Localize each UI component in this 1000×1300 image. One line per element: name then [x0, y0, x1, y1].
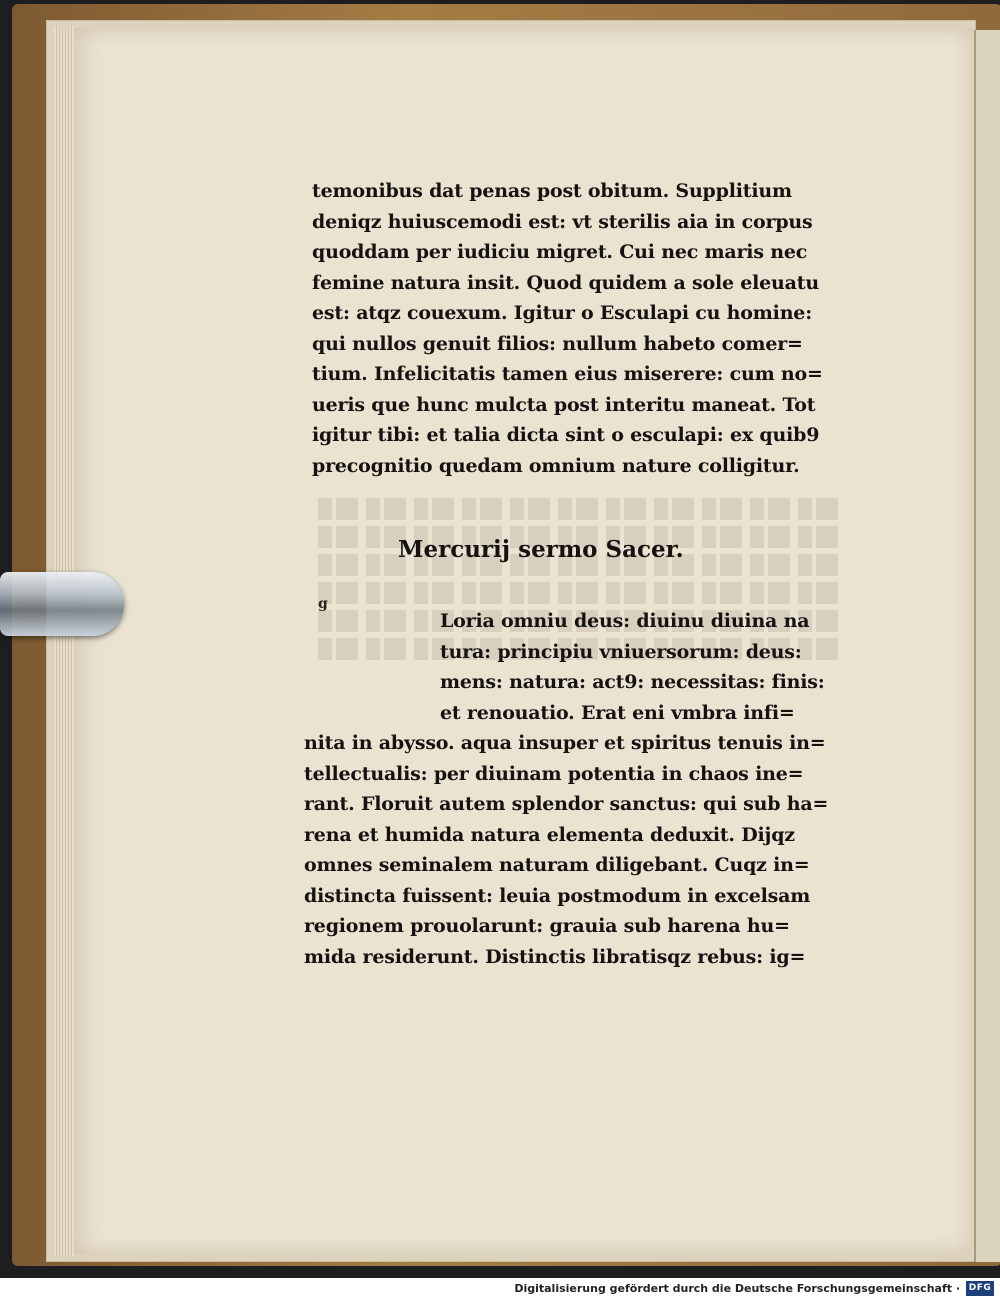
facing-page-edge	[974, 30, 1000, 1262]
text-line: qui nullos genuit filios: nullum habeto comer=	[312, 332, 803, 355]
text-line: deniqz huiuscemodi est: vt sterilis aia in corpus	[312, 210, 813, 233]
text-line: Loria omniu deus: diuinu diuina na	[440, 610, 810, 632]
text-line: femine natura insit. Quod quidem a sole eleuatu	[312, 271, 819, 294]
text-line: tura: principiu vniuersorum: deus:	[440, 640, 802, 663]
paragraph-2	[304, 606, 854, 972]
glass-page-holder	[0, 572, 124, 636]
text-line: tellectualis: per diuinam potentia in chaos ine=	[304, 762, 804, 785]
text-line: est: atqz couexum. Igitur o Esculapi cu homine:	[312, 302, 813, 324]
text-line: ueris que hunc mulcta post interitu maneat. Tot	[312, 393, 816, 416]
paragraph-1	[312, 176, 852, 481]
text-line: mens: natura: act9: necessitas: finis:	[440, 671, 825, 693]
footer-bar	[0, 1278, 1000, 1300]
text-line: regionem prouolarunt: grauia sub harena hu=	[304, 915, 790, 937]
text-line: tium. Infelicitatis tamen eius miserere: cum no=	[312, 363, 823, 385]
text-line: precognitio quedam omnium nature colligitur.	[312, 454, 800, 477]
guide-letter: g	[318, 596, 328, 612]
text-line: omnes seminalem naturam diligebant. Cuqz in=	[304, 854, 810, 876]
text-line: distincta fuissent: leuia postmodum in excelsam	[304, 884, 811, 907]
text-line: quoddam per iudiciu migret. Cui nec maris nec	[312, 241, 808, 263]
text-line: mida residerunt. Distinctis libratisqz rebus: ig=	[304, 945, 806, 968]
text-line: nita in abysso. aqua insuper et spiritus tenuis in=	[304, 732, 826, 754]
text-line: rena et humida natura elementa deduxit. Dijqz	[304, 823, 795, 846]
funding-credit: Digitalisierung gefördert durch die Deutsche Forschungsgemeinschaft ·	[514, 1282, 960, 1295]
dfg-logo-icon: DFG	[966, 1281, 994, 1296]
text-line: igitur tibi: et talia dicta sint o esculapi: ex quib9	[312, 424, 820, 446]
text-line: rant. Floruit autem splendor sanctus: qui sub ha=	[304, 793, 829, 815]
section-heading: Mercurij sermo Sacer.	[398, 536, 684, 563]
text-line: et renouatio. Erat eni vmbra infi=	[440, 701, 795, 724]
text-line: temonibus dat penas post obitum. Supplitium	[312, 180, 792, 202]
